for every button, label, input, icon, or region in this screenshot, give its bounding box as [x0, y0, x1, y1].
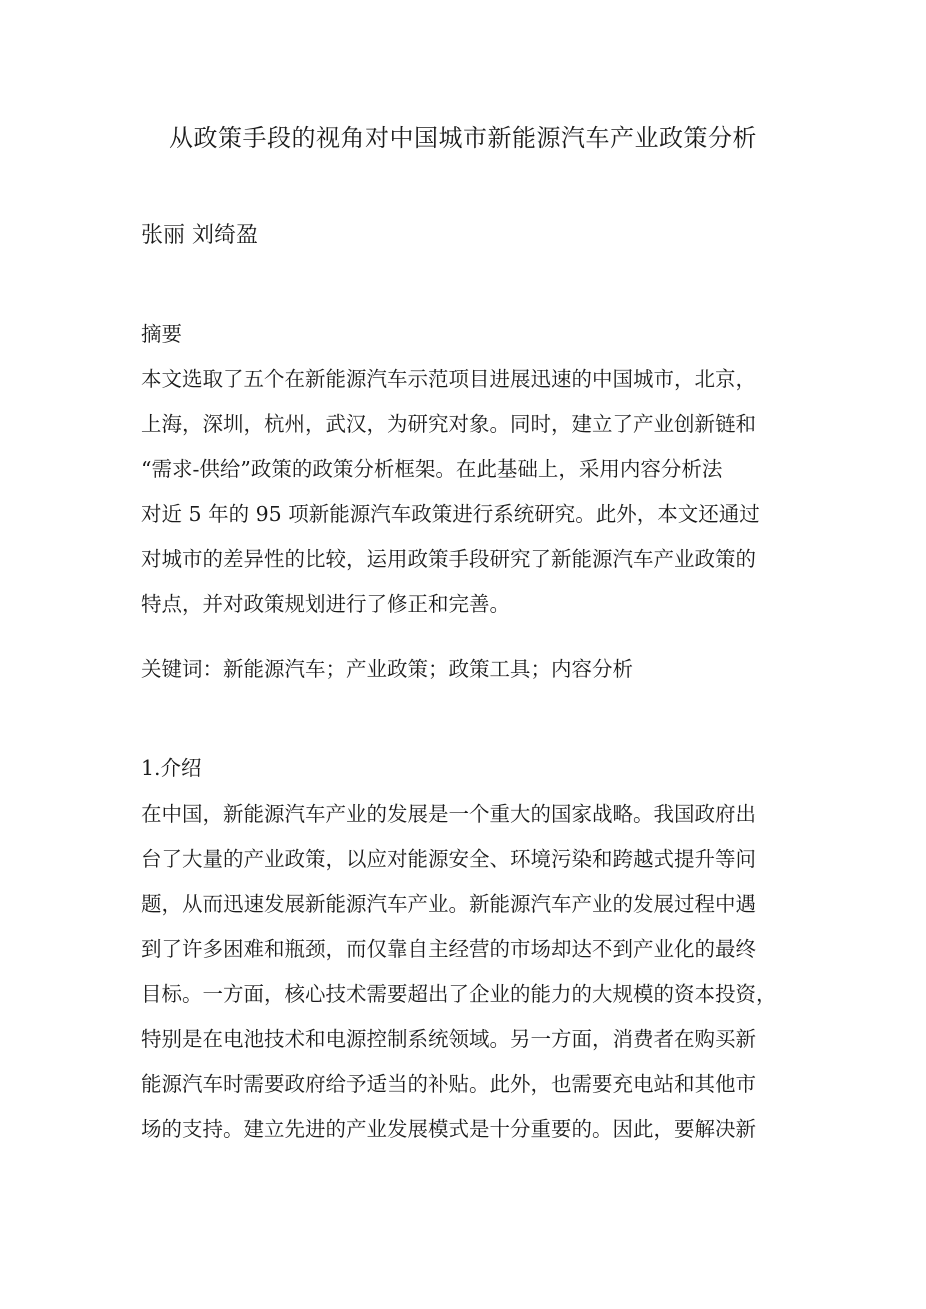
- keywords: 关键词：新能源汽车；产业政策；政策工具；内容分析: [141, 657, 633, 681]
- introduction-line: 场的支持。建立先进的产业发展模式是十分重要的。因此，要解决新: [141, 1117, 756, 1141]
- abstract-body: [141, 357, 789, 627]
- introduction-line: 特别是在电池技术和电源控制系统领域。另一方面，消费者在购买新: [141, 1027, 756, 1051]
- authors: 张丽 刘绮盈: [141, 223, 258, 248]
- introduction-heading: 1.介绍: [141, 756, 202, 780]
- abstract-heading: 摘要: [141, 322, 182, 346]
- introduction-line: 在中国，新能源汽车产业的发展是一个重大的国家战略。我国政府出: [141, 802, 756, 826]
- introduction-body: [141, 792, 789, 1152]
- abstract-line: 对近 5 年的 95 项新能源汽车政策进行系统研究。此外，本文还通过: [141, 502, 760, 526]
- abstract-line: “需求-供给”政策的政策分析框架。在此基础上，采用内容分析法: [141, 457, 723, 481]
- abstract-line: 对城市的差异性的比较，运用政策手段研究了新能源汽车产业政策的: [141, 547, 756, 571]
- abstract-line: 本文选取了五个在新能源汽车示范项目进展迅速的中国城市，北京，: [141, 367, 756, 391]
- abstract-line: 特点，并对政策规划进行了修正和完善。: [141, 592, 510, 616]
- abstract-line: 上海，深圳，杭州，武汉，为研究对象。同时，建立了产业创新链和: [141, 412, 756, 436]
- introduction-line: 台了大量的产业政策，以应对能源安全、环境污染和跨越式提升等问: [141, 847, 756, 871]
- introduction-line: 能源汽车时需要政府给予适当的补贴。此外，也需要充电站和其他市: [141, 1072, 756, 1096]
- introduction-line: 到了许多困难和瓶颈，而仅靠自主经营的市场却达不到产业化的最终: [141, 937, 756, 961]
- introduction-line: 题，从而迅速发展新能源汽车产业。新能源汽车产业的发展过程中遇: [141, 892, 756, 916]
- introduction-line: 目标。一方面，核心技术需要超出了企业的能力的大规模的资本投资，: [141, 982, 777, 1006]
- paper-title: 从政策手段的视角对中国城市新能源汽车产业政策分析: [169, 124, 757, 152]
